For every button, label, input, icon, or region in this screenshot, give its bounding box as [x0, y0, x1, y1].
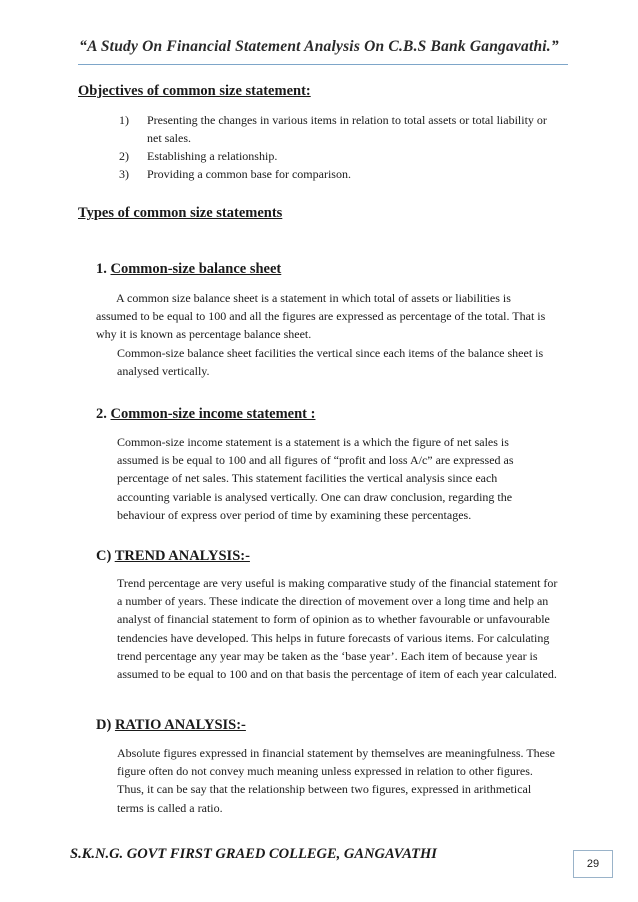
objectives-list: [119, 111, 559, 183]
list-item: [119, 165, 559, 183]
income-statement-heading: [96, 406, 315, 423]
footer-college-name: S.K.N.G. GOVT FIRST GRAED COLLEGE, GANGAVATHI: [70, 846, 437, 862]
balance-sheet-heading: [96, 261, 281, 278]
types-heading: Types of common size statements: [78, 205, 283, 221]
trend-analysis-paragraph: Trend percentage are very useful is making comparative study of the financial statement for a number of years. These indicate the direction of movement over a long time and help an analyst of financial statement to form of opinion as to whether favourable or unfavourable tendencies have developed. This helps in future forecasts of various items. For calculating trend percentage any year may be taken as the ‘base year’. Each item of because year is assumed to be equal to 100 and on that basis the percentage of item of each year calculated.: [117, 576, 558, 682]
list-item-number: 2): [119, 149, 129, 163]
list-item: [119, 111, 559, 147]
section-title: Common-size income statement :: [110, 406, 316, 422]
section-number: D): [96, 717, 112, 733]
section-title: RATIO ANALYSIS:-: [114, 717, 246, 733]
income-statement-paragraph: Common-size income statement is a statement is a which the figure of net sales is assumed is be equal to 100 and all figures of “profit and loss A/c” are expressed as percentage of net sales. This statement facilities the vertical analysis since each accounting variable is analysed vertically. One can draw conclusion, regarding the behaviour of express over period of time by examining these percentages.: [117, 435, 514, 522]
page-number: 29: [573, 850, 613, 878]
list-item-text: Establishing a relationship.: [147, 149, 278, 163]
header-divider: [78, 64, 568, 65]
section-title: TREND ANALYSIS:-: [114, 548, 250, 564]
section-number: 1.: [96, 261, 107, 277]
objectives-heading: Objectives of common size statement:: [78, 83, 311, 99]
section-number: C): [96, 548, 112, 564]
list-item: [119, 147, 559, 165]
list-item-number: 3): [119, 167, 129, 181]
section-number: 2.: [96, 406, 107, 422]
section-title: Common-size balance sheet: [110, 261, 282, 277]
ratio-analysis-paragraph: Absolute figures expressed in financial statement by themselves are meaningfulness. These figure often do not convey much meaning unless expressed in relation to other figures. Thus, it can be say that the relationship between two figures, expressed in arithmetical terms is called a ratio.: [117, 746, 555, 815]
balance-sheet-paragraph-2: Common-size balance sheet facilities the vertical since each items of the balance sheet is analysed vertically.: [117, 346, 544, 379]
list-item-text: Presenting the changes in various items in relation to total assets or total liability or net sales.: [147, 113, 547, 145]
ratio-analysis-heading: [96, 717, 246, 734]
balance-sheet-paragraph: A common size balance sheet is a statement in which total of assets or liabilities is assumed to be equal to 100 and all the figures are expressed as percentage of the total. That is why it is known as percentage balance sheet.: [96, 291, 546, 342]
page-header-title: “A Study On Financial Statement Analysis On C.B.S Bank Gangavathi.”: [79, 38, 559, 55]
trend-analysis-heading: [96, 548, 250, 565]
list-item-text: Providing a common base for comparison.: [147, 167, 351, 181]
list-item-number: 1): [119, 113, 129, 127]
